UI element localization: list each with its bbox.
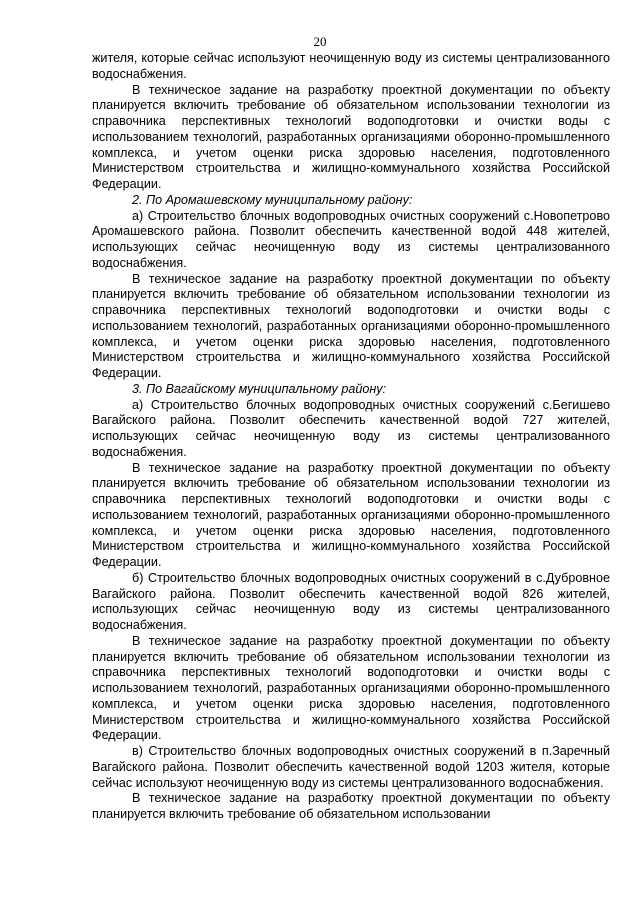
paragraph-item-begishevo: а) Строительство блочных водопроводных очистных сооружений с.Бегишево Вагайского района. Позволит обеспечить качественной водой 727 жителей, использующих сейчас неочищенную воду из системы централизованного водоснабжения. <box>92 397 610 459</box>
paragraph-tech-requirement: В техническое задание на разработку проектной документации по объекту планируется включить требование об обязательном использовании технологии из справочника перспективных технологий водоподготовки и очистки воды с использованием технологий, разработанных организациями оборонно-промышленного комплекса, и учетом оценки риска здоровью населения, подготовленного Министерством строительства и жилищно-коммунального хозяйства Российской Федерации. <box>92 82 610 191</box>
paragraph-continuation: жителя, которые сейчас используют неочищенную воду из системы централизованного водоснабжения. <box>92 51 610 81</box>
paragraph-item-novopetrovo: а) Строительство блочных водопроводных очистных сооружений с.Новопетрово Аромашевского района. Позволит обеспечить качественной водой 448 жителей, использующих сейчас неочищенную воду из системы централизованного водоснабжения. <box>92 208 610 270</box>
paragraph-item-zarechny: в) Строительство блочных водопроводных очистных сооружений в п.Заречный Вагайского района. Позволит обеспечить качественной водой 1203 жителя, которые сейчас используют неочищенную воду из системы централизованного водоснабжения. <box>92 744 610 790</box>
paragraph-item-dubrovnoe: б) Строительство блочных водопроводных очистных сооружений в с.Дубровное Вагайского района. Позволит обеспечить качественной водой 826 жителей, использующих сейчас неочищенную воду из системы централизованного водоснабжения. <box>92 570 610 632</box>
document-body <box>92 51 610 823</box>
section-heading-vagaysky: 3. По Вагайскому муниципальному району: <box>132 381 387 396</box>
page-number: 20 <box>313 34 327 49</box>
paragraph-tech-requirement: В техническое задание на разработку проектной документации по объекту планируется включить требование об обязательном использовании технологии из справочника перспективных технологий водоподготовки и очистки воды с использованием технологий, разработанных организациями оборонно-промышленного комплекса, и учетом оценки риска здоровью населения, подготовленного Министерством строительства и жилищно-коммунального хозяйства Российской Федерации. <box>92 271 610 380</box>
section-heading-aromashevsky: 2. По Аромашевскому муниципальному району: <box>132 192 413 207</box>
paragraph-tech-requirement-partial: В техническое задание на разработку проектной документации по объекту планируется включить требование об обязательном использовании <box>92 791 610 821</box>
paragraph-tech-requirement: В техническое задание на разработку проектной документации по объекту планируется включить требование об обязательном использовании технологии из справочника перспективных технологий водоподготовки и очистки воды с использованием технологий, разработанных организациями оборонно-промышленного комплекса, и учетом оценки риска здоровью населения, подготовленного Министерством строительства и жилищно-коммунального хозяйства Российской Федерации. <box>92 633 610 743</box>
paragraph-tech-requirement: В техническое задание на разработку проектной документации по объекту планируется включить требование об обязательном использовании технологии из справочника перспективных технологий водоподготовки и очистки воды с использованием технологий, разработанных организациями оборонно-промышленного комплекса, и учетом оценки риска здоровью населения, подготовленного Министерством строительства и жилищно-коммунального хозяйства Российской Федерации. <box>92 460 610 569</box>
